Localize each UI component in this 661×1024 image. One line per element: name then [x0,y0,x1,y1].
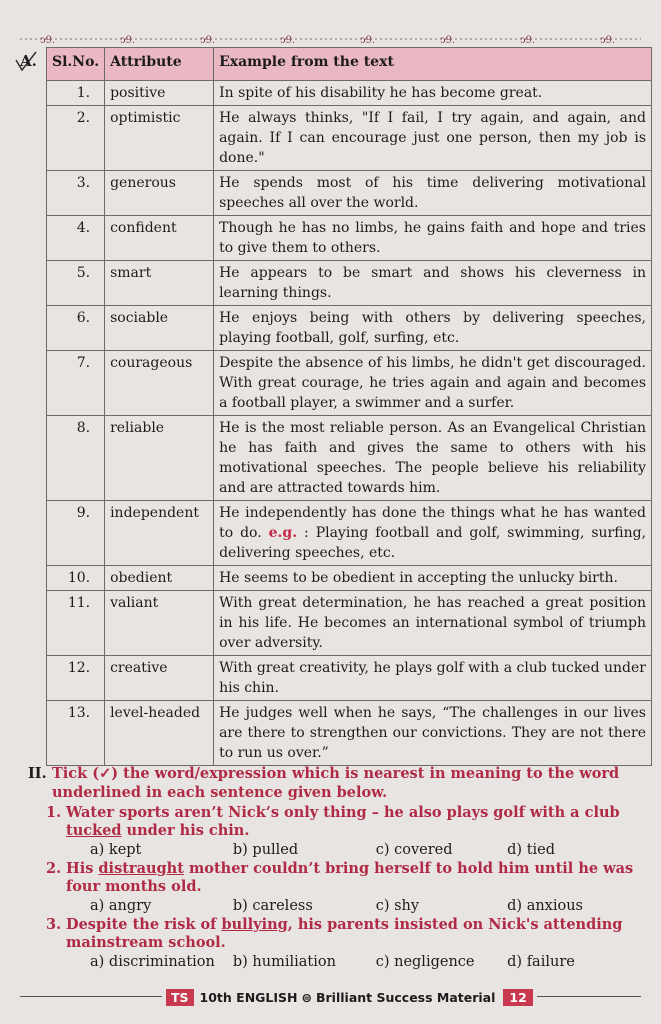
svg-text:ↄ9.: ↄ9. [600,35,616,46]
option-a[interactable]: a) discrimination [90,954,215,970]
svg-text:ↄ9.: ↄ9. [280,35,296,46]
footer-subtitle: Brilliant Success Material [315,989,496,1005]
row-sl-no: 1. [47,81,105,106]
table-row [47,216,652,261]
row-example [214,501,652,566]
question-number: 3. [46,916,62,933]
row-example: He is the most reliable person. As an Evangelical Christian he has faith and gives the same to others with his motivational speeches. The people believe his reliability and are attracted towards him. [214,416,652,501]
section-b-instructions: Tick (✓) the word/expression which is nearest in meaning to the word underlined in each sentence given below. [52,765,620,801]
question-text [46,916,650,952]
svg-text:ↄ9.: ↄ9. [40,35,56,46]
svg-text:ↄ9.: ↄ9. [440,35,456,46]
footer-title: 10th ENGLISH [199,989,298,1005]
row-example: He always thinks, "If I fail, I try again, and again, and again. If I can encourage just one person, then my job is done." [214,106,652,171]
option-c[interactable]: c) negligence [375,954,475,970]
row-example: With great creativity, he plays golf with a club tucked under his chin. [214,656,652,701]
table-row [47,306,652,351]
row-example: He spends most of his time delivering motivational speeches all over the world. [214,171,652,216]
row-attribute: valiant [105,591,214,656]
table-row [47,106,652,171]
question-number: 2. [46,860,62,877]
decorative-top-border [20,32,641,46]
question-text [46,804,650,840]
svg-text:ↄ9.: ↄ9. [200,35,216,46]
answer-options [46,954,650,970]
table-row [47,81,652,106]
question-1 [20,804,650,858]
row-attribute: courageous [105,351,214,416]
table-row [47,171,652,216]
row-example: He appears to be smart and shows his cleverness in learning things. [214,261,652,306]
row-sl-no: 5. [47,261,105,306]
row-sl-no: 8. [47,416,105,501]
header-sl-no: Sl.No. [47,48,105,81]
option-b[interactable]: b) pulled [232,842,299,858]
option-b[interactable]: b) humiliation [232,954,336,970]
row-attribute: obedient [105,566,214,591]
question-text-pre: His [66,860,99,877]
option-d[interactable]: d) tied [507,842,556,858]
ts-badge: TS [166,989,194,1006]
option-a[interactable]: a) kept [90,842,142,858]
example-text: : Playing football and golf, swimming, surfing, delivering speeches, etc. [219,525,647,561]
underlined-word: distraught [98,860,184,877]
row-example: Though he has no limbs, he gains faith and hope and tries to give them to others. [214,216,652,261]
row-sl-no: 4. [47,216,105,261]
example-text: He independently has done the things what he has wanted to do. [219,505,646,541]
question-text-pre: Despite the risk of [66,916,222,933]
option-b[interactable]: b) careless [232,898,313,914]
bullet-icon: ⊜ [301,989,312,1005]
option-d[interactable]: d) failure [507,954,575,970]
section-b-number: II. [28,765,47,782]
table-row [47,416,652,501]
table-row [47,701,652,766]
row-example: Despite the absence of his limbs, he didn't get discouraged. With great courage, he tries again and again and becomes a football player, a swimmer and a surfer. [214,351,652,416]
row-sl-no: 7. [47,351,105,416]
row-example: He seems to be obedient in accepting the unlucky birth. [214,566,652,591]
row-attribute: smart [105,261,214,306]
row-attribute: creative [105,656,214,701]
question-2 [20,860,650,914]
section-b-heading [20,764,650,802]
question-number: 1. [46,804,62,821]
answer-options [46,898,650,914]
table-row [47,351,652,416]
section-a-label: A. [20,52,37,70]
table-row [47,501,652,566]
section-b [20,764,650,972]
row-attribute: level-headed [105,701,214,766]
question-text-post: , his parents insisted on Nick's attending mainstream school. [66,916,623,951]
svg-text:ↄ9.: ↄ9. [360,35,376,46]
row-example: With great determination, he has reached a great position in his life. He becomes an international symbol of triumph over adversity. [214,591,652,656]
attributes-table [46,47,652,766]
row-example: He enjoys being with others by delivering speeches, playing football, golf, surfing, etc. [214,306,652,351]
option-c[interactable]: c) covered [375,842,453,858]
row-sl-no: 3. [47,171,105,216]
underlined-word: bullying [221,916,288,933]
row-sl-no: 9. [47,501,105,566]
svg-text:ↄ9.: ↄ9. [120,35,136,46]
row-sl-no: 11. [47,591,105,656]
page-footer [0,986,661,1008]
footer-title-box [162,987,537,1007]
option-a[interactable]: a) angry [90,898,152,914]
option-d[interactable]: d) anxious [507,898,583,914]
row-sl-no: 2. [47,106,105,171]
table-row [47,591,652,656]
header-attribute: Attribute [105,48,214,81]
table-row [47,566,652,591]
row-sl-no: 6. [47,306,105,351]
row-attribute: reliable [105,416,214,501]
row-attribute: sociable [105,306,214,351]
question-text [46,860,650,896]
header-example: Example from the text [214,48,652,81]
row-example: In spite of his disability he has become great. [214,81,652,106]
question-text-post: under his chin. [121,822,250,839]
row-sl-no: 10. [47,566,105,591]
answer-options [46,842,650,858]
page-number: 12 [503,989,532,1006]
row-sl-no: 12. [47,656,105,701]
table-row [47,656,652,701]
question-3 [20,916,650,970]
underlined-word: tucked [66,822,122,839]
row-attribute: confident [105,216,214,261]
question-text-post: mother couldn’t bring herself to hold him until he was four months old. [66,860,634,895]
row-attribute: independent [105,501,214,566]
row-attribute: optimistic [105,106,214,171]
row-attribute: generous [105,171,214,216]
eg-label: e.g. [268,525,298,541]
table-header-row [47,48,652,81]
row-sl-no: 13. [47,701,105,766]
svg-text:ↄ9.: ↄ9. [520,35,536,46]
option-c[interactable]: c) shy [375,898,420,914]
question-text-pre: Water sports aren’t Nick’s only thing – he also plays golf with a club [66,804,620,821]
row-example: He judges well when he says, “The challenges in our lives are there to strengthen our convictions. They are not there to run us over.” [214,701,652,766]
table-row [47,261,652,306]
row-attribute: positive [105,81,214,106]
